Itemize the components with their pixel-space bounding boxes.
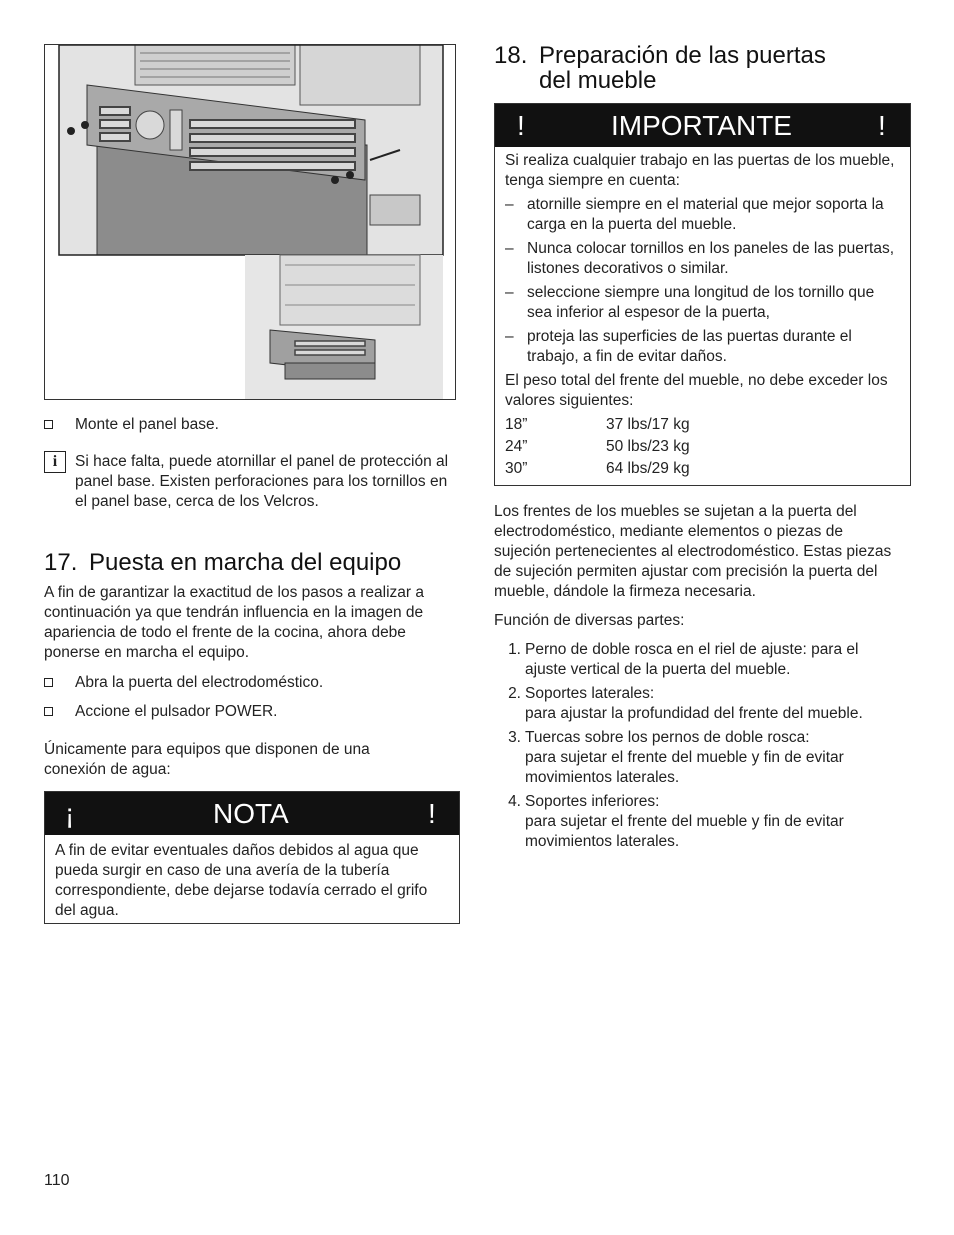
section-17-heading [44, 550, 401, 575]
mount-step-text: Monte el panel base. [75, 416, 219, 433]
nota-header [45, 792, 459, 835]
section-17-intro: A fin de garantizar la exactitud de los pasos a realizar a continuación ya que tendrán influencia en la imagen de apariencia de todo el frente de la cocina, ahora debe ponerse en marcha el equipo. [44, 584, 424, 661]
importante-header [495, 104, 910, 147]
checkbox-square-icon [44, 420, 53, 429]
step-text: Abra la puerta del electrodoméstico. [75, 674, 324, 691]
nota-text: A fin de evitar eventuales daños debidos al agua que pueda surgir en caso de una avería de la tubería correspondiente, debe dejarse todavía cerrado el grifo del agua. [55, 842, 428, 919]
importante-title: IMPORTANTE [611, 110, 792, 141]
page-number: 110 [44, 1172, 70, 1189]
parts-list [494, 640, 904, 856]
parts-list-item: 4. Soportes inferiores: para sujetar el frente del mueble y fin de evitar movimientos laterales. [508, 793, 844, 850]
section-18-title-line2: del mueble [539, 67, 657, 94]
checkbox-square-icon [44, 707, 53, 716]
importante-close-mark: ! [878, 110, 886, 141]
weight-table [505, 415, 900, 479]
step-text: Accione el pulsador POWER. [75, 703, 278, 720]
parts-list-item: 1. Perno de doble rosca en el riel de ajuste: para el ajuste vertical de la puerta del mueble. [508, 641, 859, 678]
info-note [44, 452, 464, 512]
section-18-title-line1: Preparación de las puertas [539, 42, 826, 69]
importante-intro: Si realiza cualquier trabajo en las puertas de los mueble, tenga siempre en cuenta: [505, 152, 895, 189]
section-17-number: 17. [44, 549, 78, 576]
weight-row: 18” 37 lbs/17 kg [505, 416, 690, 433]
importante-box [494, 103, 911, 486]
water-connection-note: Únicamente para equipos que disponen de una conexión de agua: [44, 741, 370, 778]
info-icon: i [44, 451, 66, 473]
weight-row: 24” 50 lbs/23 kg [505, 438, 690, 455]
nota-open-mark: ¡ [65, 798, 75, 829]
nota-close-mark: ! [428, 798, 436, 829]
importante-item: – atornille siempre en el material que mejor soporta la carga en la puerta del mueble. [505, 196, 884, 233]
importante-item: – seleccione siempre una longitud de los tornillo que sea inferior al espesor de la puerta, [505, 284, 875, 321]
importante-open-mark: ! [517, 110, 525, 141]
importante-item: – proteja las superficies de las puertas durante el trabajo, a fin de evitar daños. [505, 328, 852, 365]
parts-intro: Función de diversas partes: [494, 612, 685, 629]
section-17-title: Puesta en marcha del equipo [89, 549, 402, 576]
base-panel-mounting-illustration [44, 44, 456, 400]
parts-list-item: 2. Soportes laterales: para ajustar la profundidad del frente del mueble. [508, 685, 863, 722]
weight-row: 30” 64 lbs/29 kg [505, 460, 690, 477]
weight-intro: El peso total del frente del mueble, no debe exceder los valores siguientes: [505, 372, 888, 409]
importante-item: – Nunca colocar tornillos en los paneles de las puertas, listones decorativos o similar. [505, 240, 895, 277]
step-power-button [44, 702, 277, 722]
fronts-text: Los frentes de los muebles se sujetan a la puerta del electrodoméstico, mediante elementos o piezas de sujeción pertenecientes al electrodoméstico. Estas piezas de sujeción permiten ajustar com precisión la puerta del mueble, dándole la firmeza necesaria. [494, 503, 892, 600]
section-18-heading [494, 43, 894, 93]
parts-list-item: 3. Tuercas sobre los pernos de doble rosca: para sujetar el frente del mueble y fin de evitar movimientos laterales. [508, 729, 844, 786]
nota-title: NOTA [213, 798, 289, 829]
info-note-text: Si hace falta, puede atornillar el panel de protección al panel base. Existen perforaciones para los tornillos en el panel base, cerca de los Velcros. [75, 453, 449, 510]
section-18-number: 18. [494, 42, 528, 69]
step-open-door [44, 673, 323, 693]
nota-box [44, 791, 460, 924]
checkbox-square-icon [44, 678, 53, 687]
mount-step [44, 415, 456, 435]
